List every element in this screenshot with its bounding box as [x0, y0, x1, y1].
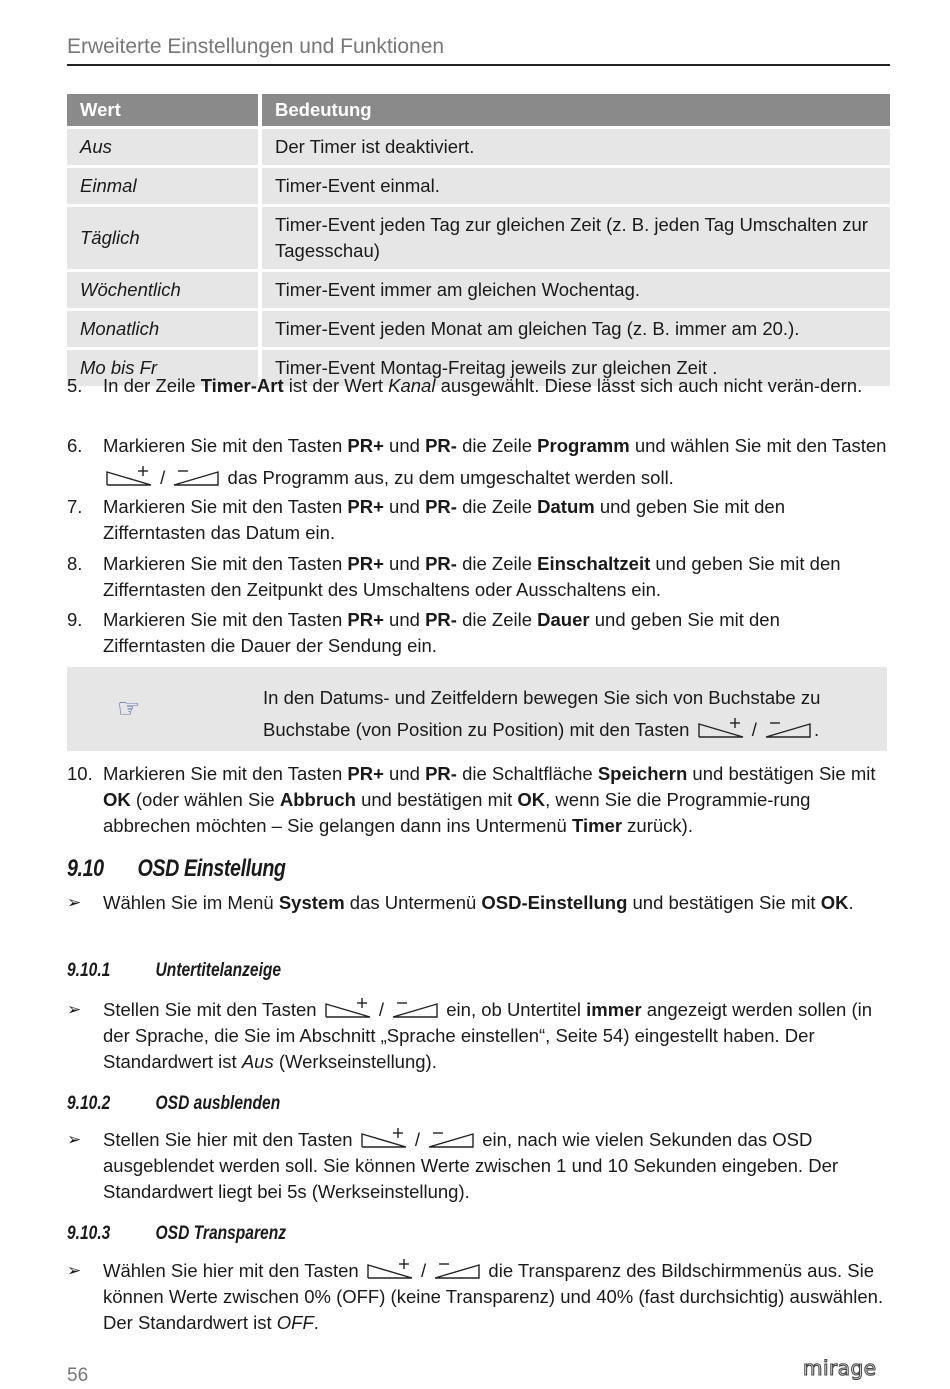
table-row	[67, 168, 890, 204]
step-text: Markieren Sie mit den Tasten PR+ und PR- die Zeile Einschaltzeit und geben Sie mit den Zifferntasten den Zeitpunkt des Umschaltens oder Ausschaltens ein.	[103, 553, 841, 600]
step-text: Markieren Sie mit den Tasten PR+ und PR- die Schaltfläche Speichern und bestätigen Sie mit OK (oder wählen Sie Abbruch und bestätigen mit OK, wenn Sie die Programmie-rung abbrechen möchten – Sie gelangen dann ins Untermenü Timer zurück).	[103, 763, 876, 836]
step-text: Markieren Sie mit den Tasten PR+ und PR- die Zeile Programm und wählen Sie mit den Tasten / das Programm aus, zu dem umgeschaltet werden soll.	[103, 435, 887, 488]
step-number: 9.	[67, 609, 83, 630]
subsection-heading-osd-transparenz: 9.10.3 OSD Transparenz	[67, 1223, 287, 1244]
bullet-text: Wählen Sie im Menü System das Untermenü OSD-Einstellung und bestätigen Sie mit OK.	[103, 892, 854, 913]
header-rule	[67, 64, 890, 66]
bullet-osd-ausblenden	[67, 1127, 887, 1205]
step-number: 8.	[67, 553, 83, 574]
volume-down-key-icon	[172, 466, 220, 488]
bullet-text: Stellen Sie hier mit den Tasten / ein, nach wie vielen Sekunden das OSD ausgeblendet werden soll. Sie können Werte zwischen 1 und 10 Sekunden eingeben. Der Standardwert liegt bei 5s (Werkseinstellung).	[103, 1129, 839, 1202]
volume-down-key-icon	[427, 1128, 475, 1150]
step-text: In der Zeile Timer-Art ist der Wert Kanal ausgewählt. Diese lässt sich auch nicht verän-dern.	[103, 375, 863, 396]
bullet-arrow-icon: ➢	[67, 1000, 82, 1019]
section-heading: 9.10 OSD Einstellung	[67, 855, 286, 882]
step-number: 6.	[67, 435, 83, 456]
step-number: 10.	[67, 763, 93, 784]
volume-down-key-icon	[764, 718, 812, 740]
column-header-bedeutung: Bedeutung	[258, 94, 890, 126]
step-6	[67, 430, 887, 494]
table-row	[67, 272, 890, 308]
cell-wert: Mo bis Fr	[67, 350, 258, 386]
table-header-row	[67, 94, 890, 126]
column-header-wert: Wert	[67, 94, 258, 126]
volume-down-key-icon	[391, 998, 439, 1020]
bullet-text: Stellen Sie mit den Tasten / ein, ob Untertitel immer angezeigt werden sollen (in der Sprache, die Sie im Abschnitt „Sprache einstellen“, Seite 54) eingestellt haben. Der Standardwert ist Aus (Werkseinstellung).	[103, 999, 873, 1072]
volume-up-key-icon	[697, 718, 745, 740]
step-10	[67, 761, 887, 839]
mirage-logo	[803, 1358, 887, 1380]
step-text: Markieren Sie mit den Tasten PR+ und PR- die Zeile Datum und geben Sie mit den Zifferntasten das Datum ein.	[103, 496, 785, 543]
subsection-heading-untertitel: 9.10.1 Untertitelanzeige	[67, 960, 282, 981]
table-row	[67, 207, 890, 269]
volume-up-key-icon	[360, 1128, 408, 1150]
cell-bedeutung: Timer-Event jeden Tag zur gleichen Zeit (z. B. jeden Tag Umschalten zur Tagesschau)	[258, 207, 890, 269]
hint-box	[67, 667, 887, 751]
bullet-arrow-icon: ➢	[67, 1130, 82, 1149]
cell-wert: Wöchentlich	[67, 272, 258, 308]
cell-bedeutung: Der Timer ist deaktiviert.	[258, 129, 890, 165]
page-number: 56	[67, 1365, 89, 1386]
cell-wert: Einmal	[67, 168, 258, 204]
timer-values-table	[67, 91, 890, 389]
bullet-arrow-icon: ➢	[67, 1261, 82, 1280]
step-9	[67, 607, 887, 659]
bullet-untertitel	[67, 997, 887, 1075]
cell-bedeutung: Timer-Event jeden Monat am gleichen Tag (z. B. immer am 20.).	[258, 311, 890, 347]
table-row	[67, 129, 890, 165]
volume-up-key-icon	[105, 466, 153, 488]
step-8	[67, 551, 887, 603]
bullet-osd-transparenz	[67, 1258, 887, 1336]
bullet-text: Wählen Sie hier mit den Tasten / die Transparenz des Bildschirmmenüs aus. Sie können Werte zwischen 0% (OFF) (keine Transparenz) und 40% (fast durchsichtig) auswählen. Der Standardwert ist OFF.	[103, 1260, 884, 1333]
svg-text:mirage: mirage	[803, 1358, 877, 1380]
cell-wert: Täglich	[67, 207, 258, 269]
cell-bedeutung: Timer-Event Montag-Freitag jeweils zur gleichen Zeit .	[258, 350, 890, 386]
bullet-osd-menu	[67, 890, 887, 916]
volume-up-key-icon	[366, 1259, 414, 1281]
pointing-hand-icon: ☞	[117, 693, 141, 723]
hint-text: In den Datums- und Zeitfeldern bewegen Sie sich von Buchstabe zu Buchstabe (von Position zu Position) mit den Tasten / .	[263, 687, 821, 740]
volume-up-key-icon	[324, 998, 372, 1020]
step-number: 5.	[67, 375, 83, 396]
step-number: 7.	[67, 496, 83, 517]
cell-bedeutung: Timer-Event immer am gleichen Wochentag.	[258, 272, 890, 308]
table-row	[67, 311, 890, 347]
page-header-title: Erweiterte Einstellungen und Funktionen	[67, 35, 445, 58]
cell-bedeutung: Timer-Event einmal.	[258, 168, 890, 204]
cell-wert: Aus	[67, 129, 258, 165]
cell-wert: Monatlich	[67, 311, 258, 347]
volume-down-key-icon	[433, 1259, 481, 1281]
step-text: Markieren Sie mit den Tasten PR+ und PR- die Zeile Dauer und geben Sie mit den Zifferntasten die Dauer der Sendung ein.	[103, 609, 780, 656]
step-7	[67, 494, 887, 546]
step-5	[67, 373, 887, 399]
subsection-heading-osd-ausblenden: 9.10.2 OSD ausblenden	[67, 1093, 281, 1114]
bullet-arrow-icon: ➢	[67, 893, 82, 912]
